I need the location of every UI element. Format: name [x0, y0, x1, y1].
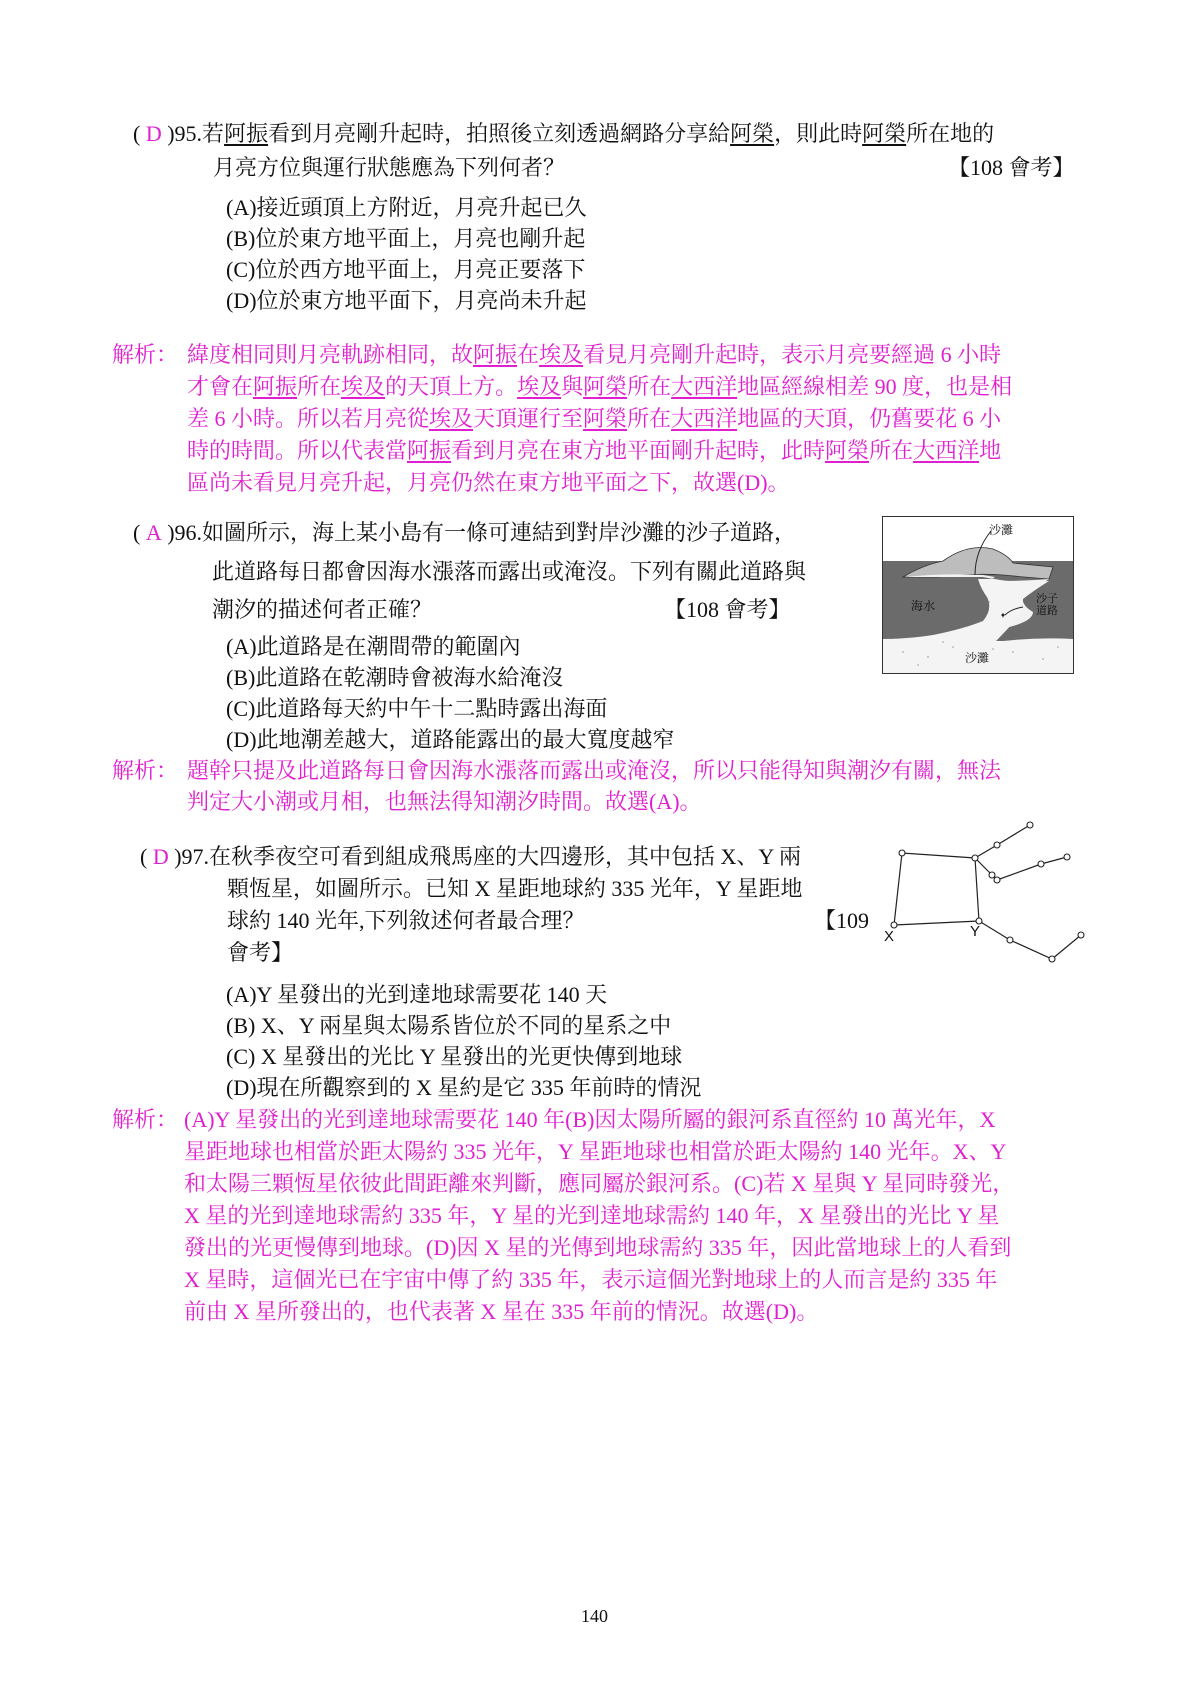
q97-option-b: (B) X、Y 兩星與太陽系皆位於不同的星系之中 [226, 1013, 672, 1038]
text-segment: 月亮方位與運行狀態應為下列何者？ [213, 155, 566, 180]
text-segment: 所在 [627, 374, 672, 399]
q96-answer: A [145, 520, 162, 545]
underlined-name: 埃及 [429, 406, 474, 431]
text-segment: 若 [202, 121, 225, 146]
underlined-name: 大西洋 [671, 406, 738, 431]
q96-analysis-label: 解析： [112, 758, 179, 783]
text-segment: 所在 [869, 438, 914, 463]
text-segment: 看到月亮在東方地平面剛升起時，此時 [451, 438, 826, 463]
text-segment: 時的時間。所以代表當 [187, 438, 408, 463]
text-segment: 地 [979, 438, 1002, 463]
underlined-name: 阿振 [253, 374, 298, 399]
page-number: 140 [581, 1606, 608, 1626]
q95-option-c: (C)位於西方地平面上，月亮正要落下 [226, 257, 586, 282]
underlined-name: 埃及 [517, 374, 562, 399]
q95-answer: D [145, 121, 162, 146]
q96-stem-line-2: 此道路每日都會因海水漲落而露出或淹沒。下列有關此道路與 [212, 559, 807, 584]
q96-number: 96. [174, 520, 203, 545]
q95-option-a: (A)接近頭頂上方附近，月亮升起已久 [226, 195, 587, 220]
q97-analysis-line-2: 星距地球也相當於距太陽約 335 光年，Y 星距地球也相當於距太陽約 140 光年。X、Y [184, 1139, 1007, 1164]
q95-analysis-label: 解析： [112, 342, 179, 367]
underlined-name: 埃及 [539, 342, 584, 367]
text-segment: 與 [561, 374, 584, 399]
q95-number: 95. [174, 121, 203, 146]
q95-analysis-line-4 [187, 436, 1001, 466]
q97-number: 97. [181, 844, 210, 869]
q96-option-c: (C)此道路每天約中午十二點時露出海面 [226, 696, 608, 721]
q97-option-d: (D)現在所觀察到的 X 星約是它 335 年前時的情況 [226, 1075, 702, 1100]
q96-source: 【108 會考】 [664, 597, 791, 622]
text-segment: 看到月亮剛升起時，拍照後立刻透過網路分享給 [268, 121, 731, 146]
q97-analysis-label: 解析： [112, 1107, 179, 1132]
q95-analysis-line-2 [187, 372, 1012, 402]
text-segment: 所在 [297, 374, 342, 399]
q97-stem-line-3: 球約 140 光年,下列敘述何者最合理？ [227, 908, 585, 933]
q95-option-b: (B)位於東方地平面上，月亮也剛升起 [226, 226, 586, 251]
star-label-y: Y [970, 923, 981, 940]
q96-option-b: (B)此道路在乾潮時會被海水給淹沒 [226, 665, 564, 690]
q96-stem-text-1: 如圖所示，海上某小島有一條可連結到對岸沙灘的沙子道路， [202, 520, 797, 545]
q96-analysis-line-2: 判定大小潮或月相，也無法得知潮汐時間。故選(A)。 [187, 789, 702, 814]
constellation-diagram [878, 815, 1098, 975]
underlined-name: 阿榮 [583, 374, 628, 399]
q97-analysis-line-6: X 星時，這個光已在宇宙中傳了約 335 年，表示這個光對地球上的人而言是約 335 年 [184, 1267, 998, 1292]
q97-source: 【109 [814, 908, 870, 933]
q97-option-a: (A)Y 星發出的光到達地球需要花 140 天 [226, 982, 608, 1007]
q95-stem-line-1: ( D )95.若阿振看到月亮剛升起時，拍照後立刻透過網路分享給阿榮，則此時阿榮所在地的 [133, 121, 995, 146]
text-segment: 差 6 小時。所以若月亮從 [187, 406, 430, 431]
underlined-name: 阿榮 [730, 121, 775, 146]
text-segment: 區尚未看見月亮升起，月亮仍然在東方地平面之下，故選(D)。 [187, 470, 790, 495]
q96-stem-line-1: ( A )96.如圖所示，海上某小島有一條可連結到對岸沙灘的沙子道路， [133, 520, 797, 545]
underlined-name: 阿榮 [862, 121, 907, 146]
underlined-name: 阿榮 [583, 406, 628, 431]
underlined-name: 大西洋 [671, 374, 738, 399]
q96-option-a: (A)此道路是在潮間帶的範圍內 [226, 634, 521, 659]
q97-analysis-line-7: 前由 X 星所發出的，也代表著 X 星在 335 年前的情況。故選(D)。 [184, 1299, 819, 1324]
underlined-name: 阿振 [407, 438, 452, 463]
q97-analysis-line-1: (A)Y 星發出的光到達地球需要花 140 年(B)因太陽所屬的銀河系直徑約 10 萬光年，X [184, 1107, 996, 1132]
text-segment: 所在地的 [906, 121, 995, 146]
q97-stem-text-1: 在秋季夜空可看到組成飛馬座的大四邊形，其中包括 X、Y 兩 [209, 844, 802, 869]
q95-analysis-line-3 [187, 404, 1001, 434]
q95-stem-line-2 [213, 153, 565, 183]
text-segment: 才會在 [187, 374, 254, 399]
pegasus-constellation-figure [878, 815, 1098, 975]
star-label-x: X [884, 928, 895, 945]
text-segment: 地區的天頂，仍舊要花 6 小 [737, 406, 1002, 431]
q95-analysis-line-1 [187, 340, 1001, 370]
underlined-name: 阿榮 [825, 438, 870, 463]
label-sea-water: 海水 [911, 599, 936, 613]
label-beach-bottom: 沙灘 [965, 651, 990, 665]
q97-analysis-line-4: X 星的光到達地球需約 335 年，Y 星的光到達地球需約 140 年，X 星發出的光比 Y 星 [184, 1203, 1000, 1228]
text-segment: 在 [517, 342, 540, 367]
q95-analysis-line-5 [187, 468, 790, 498]
q97-stem-line-1: ( D )97.在秋季夜空可看到組成飛馬座的大四邊形，其中包括 X、Y 兩 [140, 844, 802, 869]
text-segment: ，則此時 [774, 121, 863, 146]
text-segment: 緯度相同則月亮軌跡相同，故 [187, 342, 474, 367]
label-beach-top: 沙灘 [989, 523, 1014, 537]
q96-stem-line-3: 潮汐的描述何者正確？ [212, 597, 433, 622]
text-segment: 天頂運行至 [473, 406, 584, 431]
underlined-name: 阿振 [224, 121, 269, 146]
q97-analysis-line-3: 和太陽三顆恆星依彼此間距離來判斷，應同屬於銀河系。(C)若 X 星與 Y 星同時發光， [184, 1171, 1015, 1196]
q97-stem-line-4: 會考】 [227, 940, 294, 965]
underlined-name: 埃及 [341, 374, 386, 399]
label-sand-road: 沙子道路 [1036, 593, 1058, 617]
tidal-road-figure [882, 516, 1074, 674]
text-segment: 所在 [627, 406, 672, 431]
q97-analysis-line-5: 發出的光更慢傳到地球。(D)因 X 星的光傳到地球需約 335 年，因此當地球上的人看到 [184, 1235, 1012, 1260]
q96-analysis-line-1: 題幹只提及此道路每日會因海水漲落而露出或淹沒，所以只能得知與潮汐有關，無法 [187, 758, 1002, 783]
text-segment: 的天頂上方。 [385, 374, 518, 399]
text-segment: 地區經線相差 90 度，也是相 [737, 374, 1013, 399]
q97-answer: D [152, 844, 169, 869]
text-segment: 看見月亮剛升起時，表示月亮要經過 6 小時 [583, 342, 1002, 367]
underlined-name: 大西洋 [913, 438, 980, 463]
q95-source: 【108 會考】 [948, 155, 1075, 180]
q95-stem-rich-1 [202, 121, 994, 146]
q95-option-d: (D)位於東方地平面下，月亮尚未升起 [226, 288, 587, 313]
underlined-name: 阿振 [473, 342, 518, 367]
q97-option-c: (C) X 星發出的光比 Y 星發出的光更快傳到地球 [226, 1044, 683, 1069]
q96-option-d: (D)此地潮差越大，道路能露出的最大寬度越窄 [226, 727, 675, 752]
q95-stem-rich-2 [213, 155, 565, 180]
q97-stem-line-2: 顆恆星，如圖所示。已知 X 星距地球約 335 光年，Y 星距地 [227, 876, 803, 901]
